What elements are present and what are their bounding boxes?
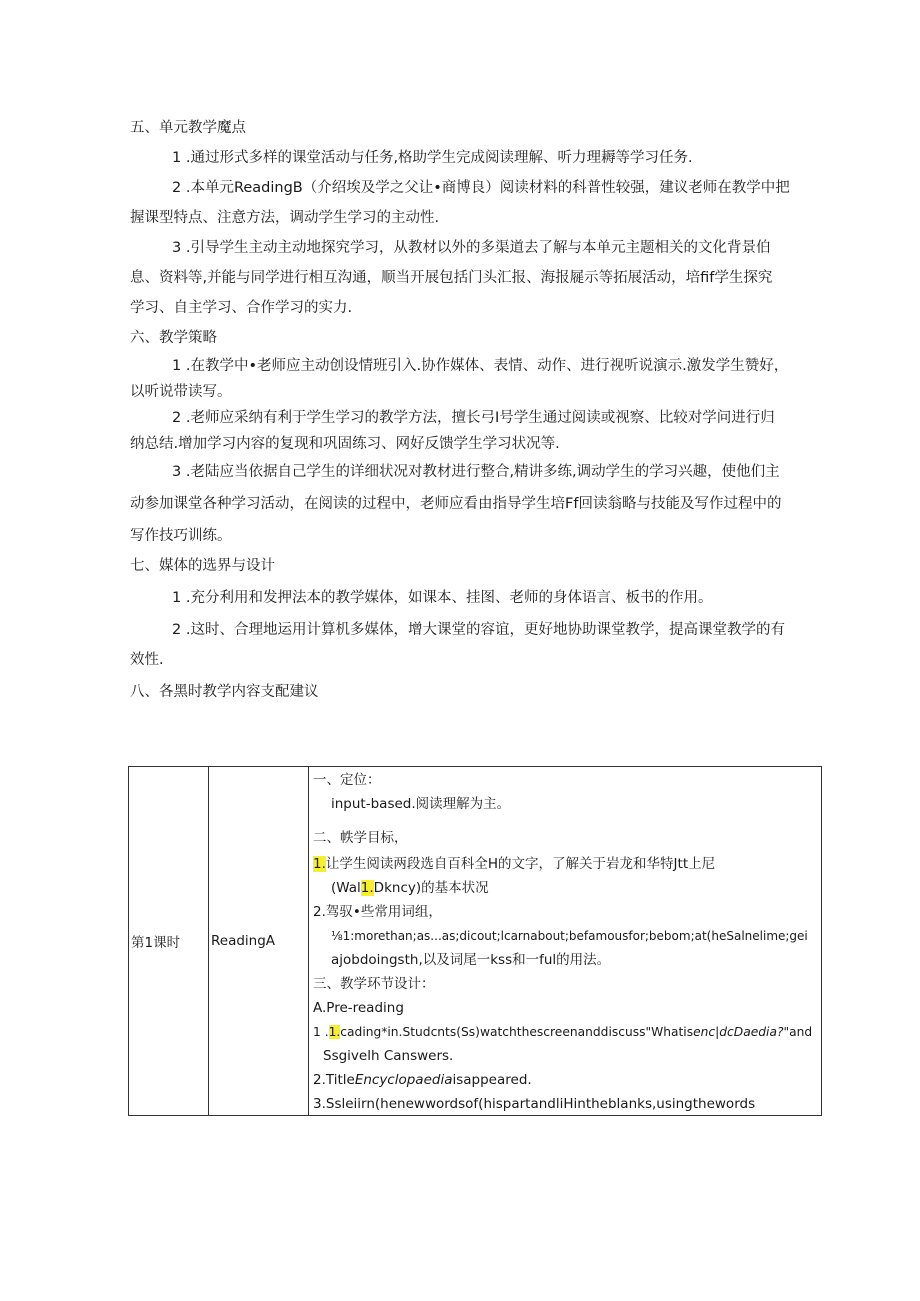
position-text: input-based.阅读理解为主。 xyxy=(331,796,511,812)
goal-1b-pre: (Wal xyxy=(331,880,361,896)
s6-item-3-cont: 动参加课堂各种学习活动，在阅读的过程中，老师应看由指导学生培Ff回读翁略与技能及写作过程中的 xyxy=(130,496,782,512)
step-3: 3.Ssleiirn(henewwordsof(hispartandliHintheblanks,usingthewords xyxy=(313,1096,756,1112)
section-7-heading: 七、媒体的选界与设计 xyxy=(130,558,275,574)
s5-item-3: 3 .引导学生主动主动地探究学习，从教材以外的多渠道去了解与本单元主题相关的文化背景伯 xyxy=(172,240,771,256)
s7-item-2-cont: 效性. xyxy=(130,652,164,668)
s6-item-3: 3 .老陆应当依据自己学生的详细状况对教材进行整合,精讲多练,调动学生的学习兴趣，使他们主 xyxy=(172,464,780,480)
s7-item-2: 2 .这时、合理地运用计算机多媒体，增大课堂的容谊，更好地协助课堂教学，提高课堂教学的有 xyxy=(172,622,785,638)
goal-1b-rest: Dkncy)的基本状况 xyxy=(373,880,489,896)
section-6-heading: 六、教学策略 xyxy=(130,330,217,346)
s5-item-3-cont: 息、资料等,并能与同学进行相互沟通，顺当开展包括门头汇报、海报屣示等拓展活动，培fif学生探究 xyxy=(130,270,773,286)
position-title: 一、定位： xyxy=(313,772,381,788)
goal-2-phrases: ⅛1:morethan;as...as;dicout;lcarnabout;befamousfor;bebom;at(heSalnelime;gei xyxy=(331,929,808,943)
steps-title: 三、教学环节设计： xyxy=(313,976,435,992)
highlight-mark: 1. xyxy=(360,880,374,896)
step-1-cont: Ssgivelh Canswers. xyxy=(323,1048,454,1064)
step-1-pre: 1 . xyxy=(313,1025,329,1039)
step-1-text: cading*in.Studcnts(Ss)watchthescreenanddiscuss"Whatis xyxy=(340,1025,694,1039)
step-1-end: and xyxy=(789,1025,813,1039)
topic-label: ReadingA xyxy=(211,933,276,949)
step-1 xyxy=(313,1023,812,1041)
s5-item-2: 2 .本单元ReadingB（介绍埃及学之父让•商博良）阅读材料的科普性较强，建议老师在教学中把 xyxy=(172,180,790,196)
goal-2-cont: ajobdoingsth,以及词尾一kss和一ful的用法。 xyxy=(331,952,611,968)
goal-1-cont xyxy=(331,879,489,897)
s5-item-3-cont2: 学习、自主学习、合作学习的实力. xyxy=(130,300,353,316)
step-2-italic: Encyclopaedia xyxy=(354,1072,453,1088)
table-row xyxy=(129,767,822,1116)
lesson-label: 第1课时 xyxy=(131,935,181,951)
content-cell xyxy=(309,767,822,1116)
s5-item-1: 1 .通过形式多样的课堂活动与任务,格助学生完成阅读理解、听力理耨等学习任务. xyxy=(172,150,693,166)
step-1-italic: enc|dcDaedia?" xyxy=(693,1025,790,1039)
s6-item-2: 2 .老师应采纳有利于学生学习的教学方法，擅长弓I号学生通过阅读或视察、比较对学问进行归 xyxy=(172,410,775,426)
step-a: A.Pre-reading xyxy=(313,1000,404,1016)
s6-item-3-cont2: 写作技巧训练。 xyxy=(130,528,232,544)
s6-item-1-cont: 以听说带读写。 xyxy=(130,384,232,400)
section-8-heading: 八、各黑时教学内容支配建议 xyxy=(130,684,319,700)
highlight-mark: 1. xyxy=(328,1025,341,1039)
section-5-heading: 五、单元教学魔点 xyxy=(130,120,246,136)
step-2 xyxy=(313,1071,532,1089)
lesson-cell xyxy=(129,767,209,1116)
step-2-end: isappeared. xyxy=(452,1072,532,1088)
s6-item-1: 1 .在教学中•老师应主动创设情班引入.协作媒体、表情、动作、进行视听说演示.激发学生赞好， xyxy=(172,358,789,374)
step-2-pre: 2.Title xyxy=(313,1072,355,1088)
goal-1 xyxy=(313,855,715,873)
s5-item-2-cont: 握课型特点、注意方法，调动学生学习的主动性. xyxy=(130,210,440,226)
highlight-mark: 1. xyxy=(313,856,326,872)
s6-item-2-cont: 纳总结.增加学习内容的复现和巩固练习、网好反馈学生学习状况等. xyxy=(130,436,560,452)
goal-2: 2.驾驭•些常用词组， xyxy=(313,904,442,920)
goal-title: 二、帙学目标， xyxy=(313,830,408,846)
lesson-plan-table xyxy=(128,766,822,1116)
goal-1-text: 让学生阅读两段选自百科全H的文字，了解关于岩龙和华特Jtt上尼 xyxy=(325,856,716,872)
s7-item-1: 1 .充分利用和发押法本的教学媒体，如课本、挂图、老师的身体语言、板书的作用。 xyxy=(172,590,713,606)
topic-cell xyxy=(209,767,309,1116)
